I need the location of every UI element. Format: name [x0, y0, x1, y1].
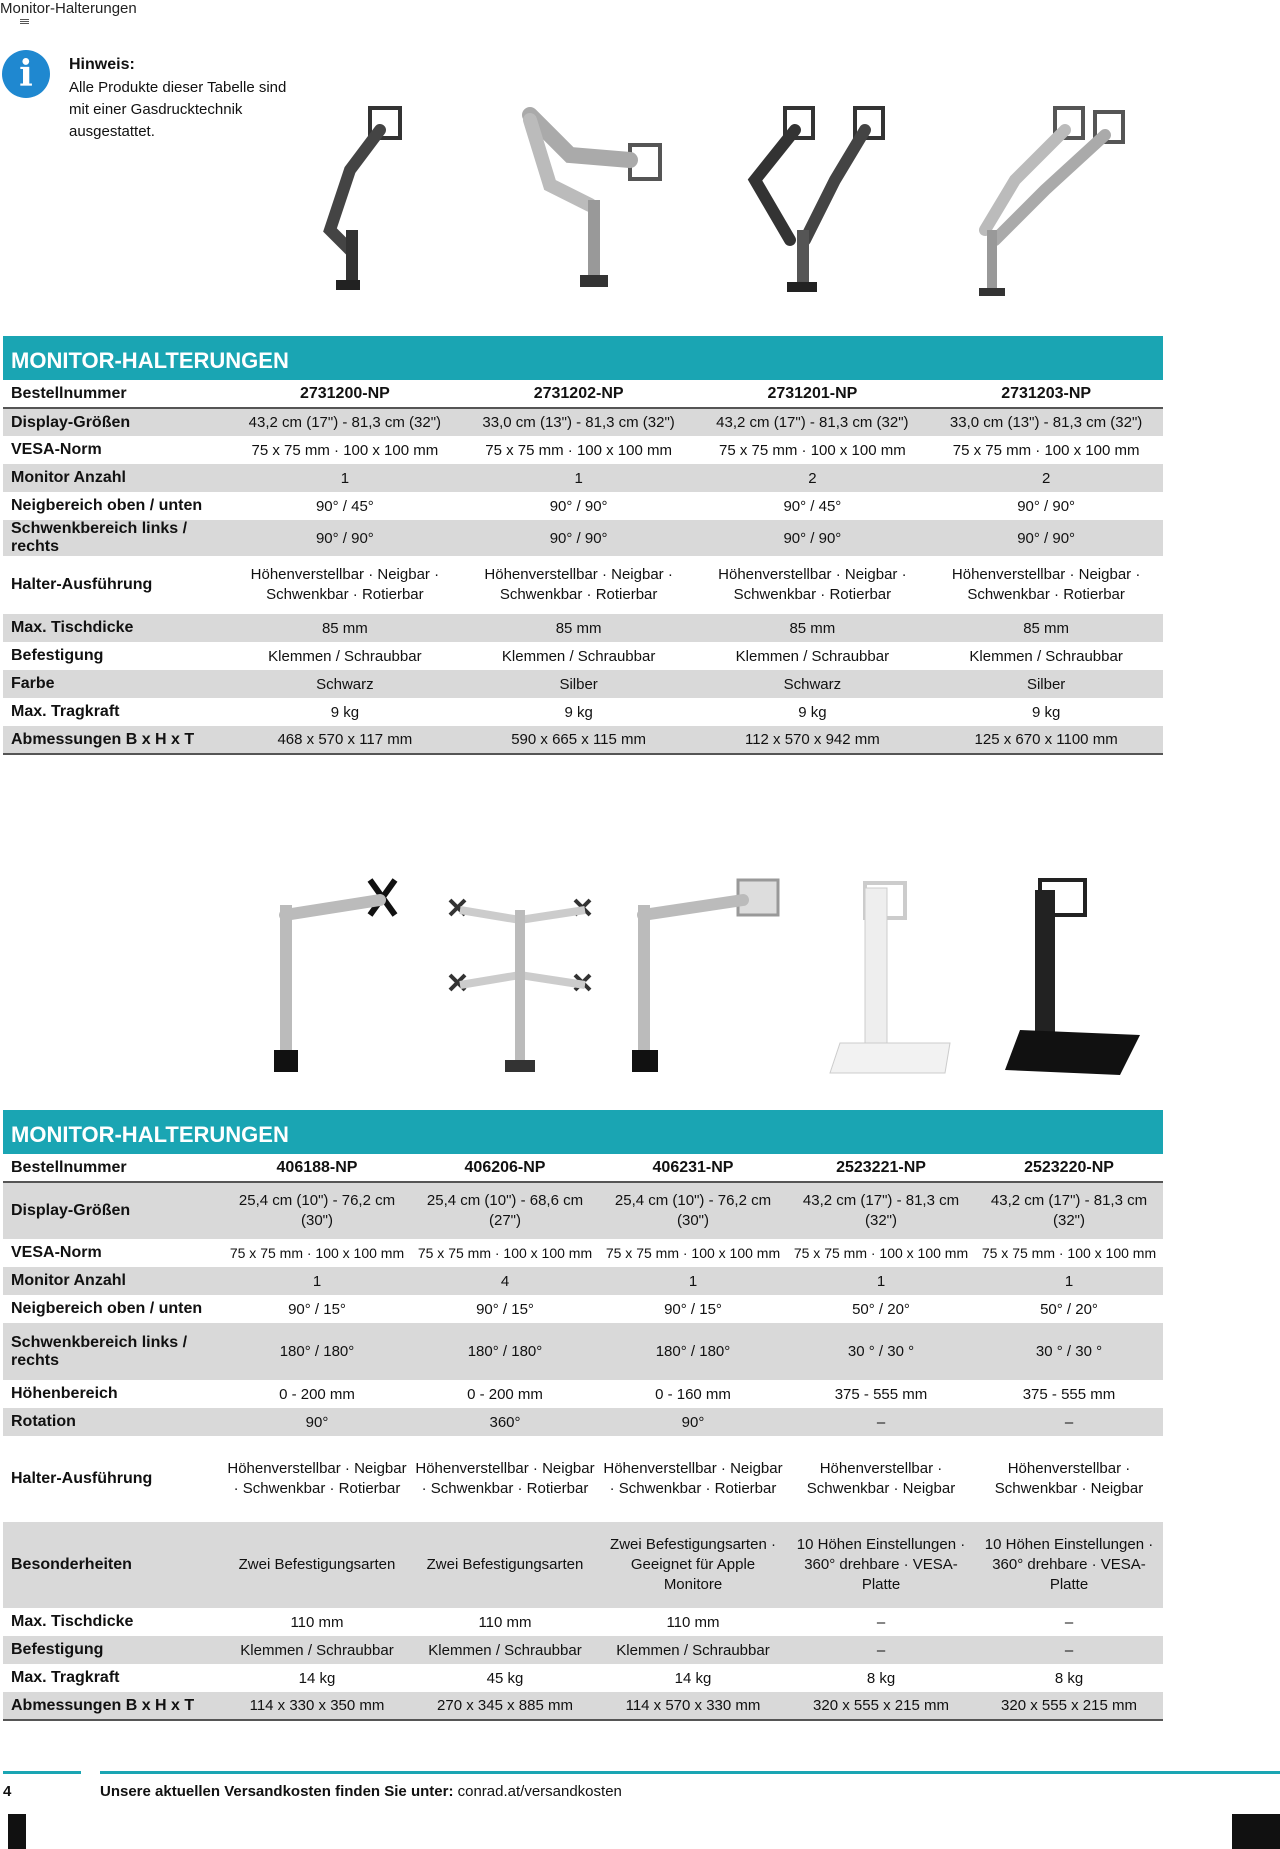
table-row [3, 436, 1163, 464]
cell: 90° / 90° [549, 497, 608, 515]
title-flag-icon [20, 19, 29, 25]
table-1 [3, 336, 1163, 755]
cell: Zwei Befestigungsarten · Geeignet für Apple Monitore [610, 1536, 776, 1593]
cell: 0 - 200 mm [467, 1385, 543, 1403]
row-label: Schwenkbereich links / rechts [11, 1333, 188, 1369]
row-label: Neigbereich oben / unten [11, 1300, 203, 1317]
row-label: Befestigung [11, 647, 104, 664]
table-row [3, 1182, 1163, 1239]
cell: 110 mm [290, 1613, 344, 1631]
cell: 10 Höhen Einstellungen · 360° drehbare · VESA-Platte [984, 1536, 1154, 1593]
cell: 9 kg [798, 703, 827, 721]
row-label: Schwenkbereich links / rechts [11, 520, 188, 555]
header-label: Bestellnummer [11, 1158, 127, 1176]
cell: 30 ° / 30 ° [847, 1343, 915, 1360]
row-label: Max. Tischdicke [11, 1613, 134, 1630]
row-label: Monitor Anzahl [11, 1272, 126, 1289]
product-image-406231 [628, 875, 783, 1080]
cell: 2 [808, 469, 817, 487]
row-label: Monitor Anzahl [11, 469, 126, 486]
table-row [3, 642, 1163, 670]
table-row [3, 1239, 1163, 1267]
row-label: VESA-Norm [11, 441, 102, 458]
cell: 110 mm [478, 1613, 532, 1631]
column-header: 2731202-NP [533, 384, 624, 402]
cell: 1 [574, 469, 583, 487]
cell: Höhenverstellbar · Neigbar · Schwenkbar · Rotierbar [718, 566, 907, 603]
corner-marker [8, 1814, 26, 1849]
row-label: Max. Tischdicke [11, 619, 134, 636]
cell: Höhenverstellbar · Neigbar · Schwenkbar · Rotierbar [227, 1460, 407, 1497]
cell: 1 [340, 469, 350, 487]
cell: 4 [500, 1272, 510, 1290]
cell: 90° / 90° [783, 529, 842, 547]
cell: 75 x 75 mm · 100 x 100 mm [605, 1245, 781, 1261]
cell: – [1064, 1413, 1074, 1431]
cell: 180° / 180° [655, 1343, 731, 1360]
cell: 75 x 75 mm · 100 x 100 mm [229, 1245, 405, 1261]
cell: – [1064, 1613, 1074, 1631]
cell: 1 [876, 1272, 886, 1290]
table-row [3, 1380, 1163, 1408]
page-number: 4 [3, 1783, 12, 1800]
row-label: Display-Größen [11, 1202, 131, 1219]
table-row [3, 556, 1163, 614]
table-row [3, 1408, 1163, 1436]
cell: 0 - 160 mm [655, 1385, 731, 1403]
product-image-2523221 [820, 878, 960, 1078]
cell: 90° / 90° [549, 529, 608, 547]
cell: Klemmen / Schraubbar [428, 1641, 582, 1659]
table-title: MONITOR-HALTERUNGEN [3, 1110, 1163, 1154]
cell: Klemmen / Schraubbar [616, 1641, 770, 1659]
cell: Schwarz [783, 675, 842, 693]
note-heading: Hinweis: [69, 56, 135, 73]
footer-divider [3, 1771, 81, 1774]
footer-note [100, 1783, 622, 1800]
cell: 90° [681, 1413, 705, 1431]
cell: 14 kg [674, 1669, 712, 1687]
table-title: MONITOR-HALTERUNGEN [3, 336, 1163, 380]
cell: 75 x 75 mm · 100 x 100 mm [719, 441, 906, 459]
table-row [3, 1636, 1163, 1664]
row-label: Abmessungen B x H x T [11, 730, 195, 748]
cell: 320 x 555 x 215 mm [813, 1697, 949, 1714]
cell: 375 - 555 mm [834, 1385, 928, 1403]
table-row [3, 1664, 1163, 1692]
row-label: Farbe [11, 675, 55, 692]
cell: 85 mm [789, 619, 836, 637]
cell: 1 [688, 1272, 698, 1290]
cell: 30 ° / 30 ° [1035, 1343, 1103, 1360]
row-label: Display-Größen [11, 413, 131, 431]
row-label: Max. Tragkraft [11, 1669, 120, 1686]
row-label: Max. Tragkraft [11, 703, 120, 720]
cell: 125 x 670 x 1100 mm [974, 731, 1118, 748]
cell: Höhenverstellbar · Neigbar · Schwenkbar · Rotierbar [250, 566, 440, 603]
cell: 90° / 90° [1017, 529, 1076, 547]
cell: – [876, 1413, 886, 1431]
row-label: Halter-Ausführung [11, 576, 153, 593]
cell: 14 kg [298, 1669, 336, 1687]
cell: 8 kg [1054, 1669, 1084, 1687]
cell: 114 x 330 x 350 mm [249, 1697, 385, 1714]
cell: Klemmen / Schraubbar [268, 647, 422, 665]
cell: Silber [559, 675, 598, 693]
cell: 75 x 75 mm · 100 x 100 mm [793, 1245, 969, 1261]
product-image-406206 [445, 895, 600, 1075]
column-header: 2731200-NP [299, 384, 390, 402]
spec-table-1 [3, 380, 1163, 755]
product-image-2731202 [510, 105, 670, 305]
cell: – [876, 1641, 886, 1659]
cell: 50° / 20° [852, 1300, 910, 1318]
footer-link[interactable]: conrad.at/versandkosten [457, 1783, 622, 1800]
info-icon: i [2, 50, 50, 98]
cell: Klemmen / Schraubbar [735, 647, 890, 665]
cell: 90° / 15° [288, 1300, 346, 1318]
table-row [3, 1608, 1163, 1636]
cell: 9 kg [330, 703, 360, 721]
note-text: Alle Produkte dieser Tabelle sind mit einer Gasdrucktechnik ausgestattet. [69, 79, 287, 140]
table-row [3, 1522, 1163, 1608]
cell: 90° / 45° [783, 497, 842, 515]
product-image-2731203 [965, 100, 1135, 310]
cell: 90° [305, 1413, 329, 1431]
product-image-406188 [270, 875, 410, 1080]
cell: 360° [489, 1413, 521, 1431]
cell: 9 kg [564, 703, 593, 721]
cell: 90° / 45° [315, 497, 374, 515]
cell: 270 x 345 x 885 mm [437, 1697, 573, 1714]
table-row [3, 1436, 1163, 1522]
cell: 2 [1041, 469, 1051, 487]
cell: Zwei Befestigungsarten [426, 1556, 584, 1573]
cell: 114 x 570 x 330 mm [625, 1697, 761, 1714]
cell: 33,0 cm (13") - 81,3 cm (32") [949, 414, 1143, 431]
cell: 90° / 15° [476, 1300, 534, 1318]
product-image-2731201 [735, 100, 905, 310]
cell: 8 kg [866, 1669, 896, 1687]
cell: 43,2 cm (17") - 81,3 cm (32") [802, 1192, 960, 1229]
cell: 85 mm [1023, 619, 1070, 637]
cell: Höhenverstellbar · Neigbar · Schwenkbar · Rotierbar [951, 566, 1141, 603]
cell: – [876, 1613, 886, 1631]
column-header: 2731201-NP [767, 384, 858, 402]
table-row [3, 492, 1163, 520]
cell: Klemmen / Schraubbar [501, 647, 656, 665]
page-title: Monitor-Halterungen [0, 0, 137, 17]
cell: Silber [1026, 675, 1066, 693]
header-label: Bestellnummer [11, 384, 127, 402]
table-row [3, 614, 1163, 642]
cell: 90° / 15° [664, 1300, 722, 1318]
cell: 0 - 200 mm [279, 1385, 355, 1403]
cell: 590 x 665 x 115 mm [511, 731, 647, 748]
table-row [3, 1267, 1163, 1295]
column-header: 2523220-NP [1024, 1158, 1114, 1176]
cell: 85 mm [321, 619, 368, 637]
cell: Höhenverstellbar · Neigbar · Schwenkbar · Rotierbar [484, 566, 673, 603]
cell: 33,0 cm (13") - 81,3 cm (32") [482, 414, 675, 431]
cell: 1 [312, 1272, 322, 1290]
table-row [3, 670, 1163, 698]
cell: 90° / 90° [315, 529, 374, 547]
table-row [3, 408, 1163, 436]
cell: 25,4 cm (10") - 68,6 cm (27") [426, 1192, 584, 1229]
cell: 43,2 cm (17") - 81,3 cm (32") [716, 414, 909, 431]
row-label: Höhenbereich [11, 1385, 118, 1402]
cell: Höhenverstellbar · Neigbar · Schwenkbar · Rotierbar [415, 1460, 595, 1497]
cell: 25,4 cm (10") - 76,2 cm (30") [238, 1192, 396, 1229]
table-row [3, 520, 1163, 556]
cell: 468 x 570 x 117 mm [277, 731, 413, 748]
cell: Höhenverstellbar · Schwenkbar · Neigbar [806, 1460, 956, 1497]
footer-bold-text: Unsere aktuellen Versandkosten finden Sie unter: [100, 1783, 454, 1800]
row-label: Abmessungen B x H x T [11, 1696, 195, 1714]
row-label: Halter-Ausführung [11, 1470, 153, 1487]
cell: 75 x 75 mm · 100 x 100 mm [251, 441, 439, 459]
row-label: Rotation [11, 1413, 76, 1430]
cell: 75 x 75 mm · 100 x 100 mm [952, 441, 1140, 459]
row-label: Besonderheiten [11, 1556, 132, 1573]
cell: 75 x 75 mm · 100 x 100 mm [981, 1245, 1157, 1261]
cell: 112 x 570 x 942 mm [744, 731, 880, 748]
cell: 25,4 cm (10") - 76,2 cm (30") [614, 1192, 772, 1229]
cell: 43,2 cm (17") - 81,3 cm (32") [248, 414, 442, 431]
corner-marker [1232, 1814, 1280, 1849]
cell: 90° / 90° [1017, 497, 1076, 515]
cell: 75 x 75 mm · 100 x 100 mm [485, 441, 672, 459]
cell: Höhenverstellbar · Neigbar · Schwenkbar · Rotierbar [603, 1460, 783, 1497]
footer-divider [100, 1771, 1280, 1774]
table-header-row [3, 1154, 1163, 1182]
cell: 85 mm [555, 619, 602, 637]
row-label: Befestigung [11, 1641, 104, 1658]
cell: 1 [1064, 1272, 1074, 1290]
cell: Zwei Befestigungsarten [238, 1556, 396, 1573]
spec-table-2 [3, 1154, 1163, 1721]
column-header: 406188-NP [276, 1158, 358, 1176]
cell: 180° / 180° [279, 1343, 355, 1360]
column-header: 406231-NP [652, 1158, 734, 1176]
table-row [3, 698, 1163, 726]
cell: Schwarz [316, 675, 374, 693]
cell: 45 kg [486, 1669, 524, 1687]
cell: Klemmen / Schraubbar [969, 647, 1123, 665]
column-header: 2731203-NP [1001, 384, 1092, 402]
cell: 110 mm [666, 1613, 720, 1631]
table-2 [3, 1110, 1163, 1721]
product-image-2731200 [310, 100, 420, 310]
table-row [3, 726, 1163, 754]
column-header: 2523221-NP [836, 1158, 926, 1176]
column-header: 406206-NP [464, 1158, 546, 1176]
cell: 10 Höhen Einstellungen · 360° drehbare · VESA-Platte [796, 1536, 966, 1593]
table-row [3, 464, 1163, 492]
cell: Klemmen / Schraubbar [240, 1641, 394, 1659]
row-label: Neigbereich oben / unten [11, 497, 203, 514]
cell: 375 - 555 mm [1022, 1385, 1116, 1403]
table-row [3, 1692, 1163, 1720]
cell: 180° / 180° [467, 1343, 543, 1360]
cell: 75 x 75 mm · 100 x 100 mm [417, 1245, 593, 1261]
cell: 50° / 20° [1040, 1300, 1098, 1318]
product-image-2523220 [1000, 875, 1145, 1080]
cell: Höhenverstellbar · Schwenkbar · Neigbar [994, 1460, 1144, 1497]
table-row [3, 1323, 1163, 1380]
table-header-row [3, 380, 1163, 408]
cell: 9 kg [1031, 703, 1061, 721]
cell: 43,2 cm (17") - 81,3 cm (32") [990, 1192, 1148, 1229]
cell: – [1064, 1641, 1074, 1659]
cell: 320 x 555 x 215 mm [1001, 1697, 1137, 1714]
table-row [3, 1295, 1163, 1323]
row-label: VESA-Norm [11, 1244, 102, 1261]
